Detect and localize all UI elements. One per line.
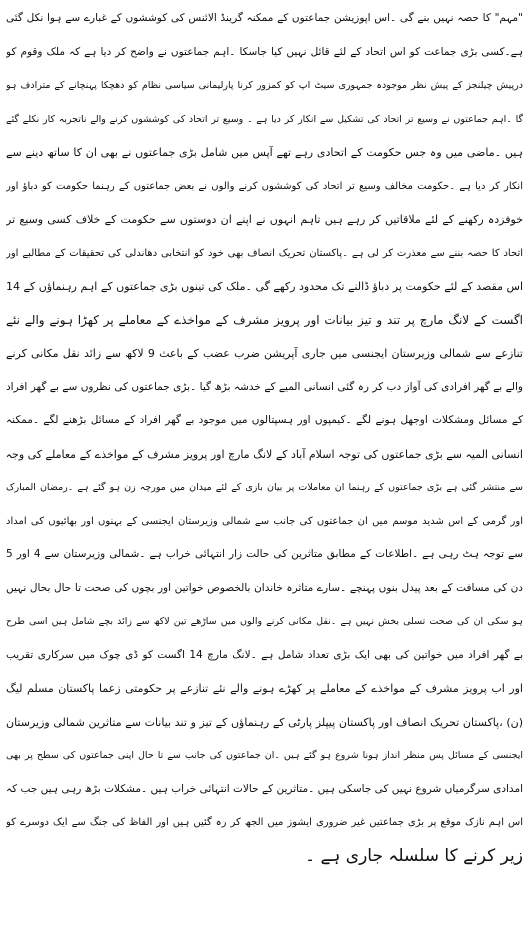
article-line-25: اس اہم نازک موقع پر بڑی جماعتیں غیر ضروری ایشوز میں الجھ کر رہ گئیں ہیں اور الفاظ کی جنگ سے ایک دوسرے کو bbox=[6, 817, 523, 828]
article-line-6: انکار کر دیا ہے ۔حکومت مخالف وسیع تر اتحاد کی کوششوں کرنے والوں نے بعض جماعتوں کے رہنما حکومت کو دباؤ اور bbox=[6, 180, 523, 192]
article-line-24: امدادی سرگرمیاں شروع نہیں کی جاسکی ہیں ۔متاثرین کے حالات انتہائی خراب ہیں ۔مشکلات بڑھ رہی ہیں جب کہ bbox=[6, 782, 523, 795]
article-line-14: انسانی المیہ سے بڑی جماعتوں کی توجہ اسلام آباد کے لانگ مارچ اور پرویز مشرف کے مواخذے کے معاملے کی وجہ bbox=[6, 447, 523, 461]
article-line-3: درپیش چیلنجز کے پیش نظر موجودہ جمہوری سیٹ اپ کو کمزور کرنا پارلیمانی سیاسی نظام کو دھچکا پہنچانے کے مترادف ہو bbox=[6, 80, 523, 91]
article-line-1: "مہم" کا حصہ نہیں بنے گی ۔اس اپوزیشن جماعتوں کے ممکنہ گرینڈ الائنس کی کوششوں کے غبارے سے ہوا نکل گئی bbox=[6, 12, 523, 24]
urdu-article-body bbox=[6, 2, 523, 873]
article-line-5: ہیں ۔ماضی میں وہ جس حکومت کے اتحادی رہے تھے آپس میں شامل بڑی جماعتوں نے بھی ان کا ساتھ دینے سے bbox=[6, 146, 523, 159]
article-line-18: دن کی مسافت کے بعد پیدل بنوں پہنچے ۔سارے متاثرہ خاندان بالخصوص خواتین اور بچوں کی صحت تا حال بحال نہیں bbox=[6, 581, 523, 594]
article-line-8: اتحاد کا حصہ بننے سے معذرت کر لی ہے ۔پاکستان تحریک انصاف بھی خود کو انتخابی دھاندلی کی تحقیقات کے مطالبے اور bbox=[6, 247, 523, 259]
article-line-26: زیر کرنے کا سلسلہ جاری ہے ۔ bbox=[305, 845, 523, 866]
article-line-4: گا ۔اہم جماعتوں نے وسیع تر اتحاد کی تشکیل سے انکار کر دیا ہے ۔ وسیع تر اتحاد کی کوششوں کرنے والے ناتجربہ کار نکلے گئے bbox=[6, 113, 523, 125]
article-line-16: اور گرمی کے اس شدید موسم میں ان جماعتوں کی جانب سے شمالی وزیرستان ایجنسی کے بہنوں اور بھائیوں کی امداد bbox=[6, 515, 523, 527]
article-line-10: اگست کے لانگ مارچ پر تند و تیز بیانات اور پرویز مشرف کے مواخذے کے معاملے پر کھڑا ہونے والے نئے bbox=[6, 312, 523, 327]
article-line-23: ایجنسی کے مسائل پس منظر انداز ہونا شروع ہو گئے ہیں ۔ان جماعتوں کی جانب سے تا حال اپنی جماعتوں کی سطح پر بھی bbox=[6, 750, 523, 761]
article-line-12: والے بے گھر افرادی کی آواز دب کر رہ گئی انسانی المیے کے خدشہ بڑھ گیا ۔بڑی جماعتوں کی نظروں سے بے گھر افراد bbox=[6, 380, 523, 393]
article-line-20: بے گھر افراد میں خواتین کی بھی ایک بڑی تعداد شامل ہے ۔لانگ مارچ 14 اگست کو ڈی چوک میں سرکاری تقریب bbox=[6, 648, 523, 661]
article-line-13: کے مسائل ومشکلات اوجھل ہونے لگے ۔کیمپوں اور ہسپتالوں میں موجود بے گھر افراد کے مسائل بڑھنے لگے ۔ممکنہ bbox=[6, 414, 523, 426]
article-line-21: اور اب پرویز مشرف کے مواخذے کے معاملے پر کھڑے ہونے والے نئے تنازعے پر حکومتی زعما پاکستان مسلم لیگ bbox=[6, 682, 523, 695]
article-line-19: ہو سکی ان کی صحت تسلی بخش نہیں ہے ۔نقل مکانی کرنے والوں میں ساڑھے تین لاکھ سے زائد بچے شامل ہیں اسی طرح bbox=[6, 616, 523, 627]
article-line-2: ہے۔کسی بڑی جماعت کو اس اتحاد کے لئے قائل نہیں کیا جاسکا ۔اہم جماعتوں نے واضح کر دیا ہے کہ ملک وقوم کو bbox=[6, 45, 523, 58]
article-line-7: خوفزدہ رکھنے کے لئے ملاقاتیں کر رہے ہیں تاہم انہوں نے اپنے ان دوستوں سے حکومت کے خلاف کسی وسیع تر bbox=[6, 213, 523, 226]
article-line-9: اس مقصد کے لئے حکومت پر دباؤ ڈالنے تک محدود رکھے گی ۔ملک کی تینوں بڑی جماعتوں کے اہم رہنماؤں کے 14 bbox=[6, 280, 523, 293]
article-line-15: سے منتشر گئی ہے بڑی جماعتوں کے رہنما ان معاملات پر بیان بازی کے لئے میدان میں مورچہ زن ہو گئے ہے ۔رمضان المبارک bbox=[6, 482, 523, 493]
article-line-11: تنازعے سے شمالی وزیرستان ایجنسی میں جاری آپریشن ضرب عضب کے باعث 9 لاکھ سے زائد نقل مکانی کرنے bbox=[6, 347, 523, 360]
article-line-22: (ن) ،پاکستان تحریک انصاف اور پاکستان پیپلز پارٹی کے رہنماؤں کے تیز و تند بیانات سے متاثرین شمالی وزیرستان bbox=[6, 715, 523, 729]
article-line-17: سے توجہ ہٹ رہی ہے ۔اطلاعات کے مطابق متاثرین کی حالت زار انتہائی خراب ہے ۔شمالی وزیرستان سے 4 اور 5 bbox=[6, 548, 523, 560]
